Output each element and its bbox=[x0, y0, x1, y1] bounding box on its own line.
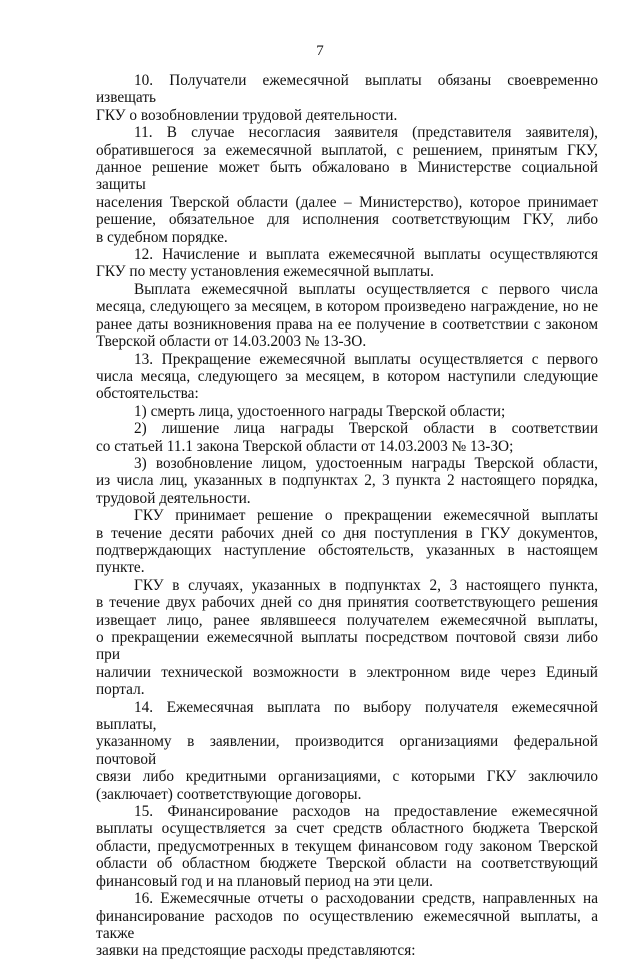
paragraph-line: области, предусмотренных в текущем финансовом году законом Тверской bbox=[96, 837, 598, 855]
paragraph-line: Выплата ежемесячной выплаты осуществляется с первого числа bbox=[134, 280, 598, 298]
paragraph bbox=[96, 507, 598, 577]
paragraph-line: со статьей 11.1 закона Тверской области от 14.03.2003 № 13-ЗО; bbox=[96, 437, 514, 455]
paragraph bbox=[96, 351, 598, 403]
paragraph-line: 11. В случае несогласия заявителя (представителя заявителя), bbox=[134, 124, 598, 142]
paragraph-line: о прекращении ежемесячной выплаты посредством почтовой связи либо при bbox=[96, 629, 598, 664]
paragraph bbox=[96, 420, 598, 455]
paragraph-line: области об областном бюджете Тверской области на соответствующий bbox=[96, 855, 598, 873]
paragraph-line: 3) возобновление лицом, удостоенным награды Тверской области, bbox=[134, 454, 598, 472]
paragraph-line: пункте. bbox=[96, 559, 145, 577]
paragraph-line: в судебном порядке. bbox=[96, 228, 228, 246]
paragraph bbox=[96, 124, 598, 246]
paragraph bbox=[96, 403, 598, 420]
paragraph-line: ГКУ в случаях, указанных в подпунктах 2, 3 настоящего пункта, bbox=[134, 576, 598, 594]
paragraph-line: числа месяца, следующего за месяцем, в котором наступили следующие bbox=[96, 367, 598, 385]
paragraph-line: 10. Получатели ежемесячной выплаты обязаны своевременно извещать bbox=[96, 72, 598, 107]
paragraph-line: из числа лиц, указанных в подпунктах 2, 3 пункта 2 настоящего порядка, bbox=[96, 472, 598, 490]
paragraph-line: в течение десяти рабочих дней со дня поступления в ГКУ документов, bbox=[96, 524, 598, 542]
paragraph-line: данное решение может быть обжаловано в Министерстве социальной защиты bbox=[96, 159, 598, 194]
page-number: 7 bbox=[316, 43, 324, 59]
paragraph-line: финансирование расходов по осуществлению ежемесячной выплаты, а также bbox=[96, 907, 598, 942]
paragraph-line: 14. Ежемесячная выплата по выбору получателя ежемесячной выплаты, bbox=[96, 698, 598, 734]
paragraph-line: решение, обязательное для исполнения соответствующим ГКУ, либо bbox=[96, 211, 598, 229]
paragraph bbox=[96, 577, 598, 699]
paragraph-line: 16. Ежемесячные отчеты о расходовании средств, направленных на bbox=[134, 890, 598, 908]
paragraph bbox=[96, 890, 598, 960]
paragraph-line: финансовый год и на плановый период на эти цели. bbox=[96, 872, 433, 890]
paragraph-line: наличии технической возможности в электронном виде через Единый портал. bbox=[96, 663, 598, 699]
paragraph-line: подтверждающих наступление обстоятельств, указанных в настоящем bbox=[96, 541, 598, 559]
paragraph-line: 13. Прекращение ежемесячной выплаты осуществляется с первого bbox=[134, 350, 598, 368]
paragraph-line: трудовой деятельности. bbox=[96, 489, 251, 507]
paragraph-line: указанному в заявлении, производится организациями федеральной почтовой bbox=[96, 733, 598, 768]
paragraph-line: выплаты осуществляется за счет средств областного бюджета Тверской bbox=[96, 820, 598, 838]
paragraph-line: в течение двух рабочих дней со дня принятия соответствующего решения bbox=[96, 594, 598, 612]
paragraph-line: 12. Начисление и выплата ежемесячной выплаты осуществляются bbox=[134, 246, 598, 264]
paragraph-line: заявки на предстоящие расходы представляются: bbox=[96, 942, 416, 960]
paragraph-line: 15. Финансирование расходов на предоставление ежемесячной bbox=[134, 803, 598, 821]
paragraph-line: обратившегося за ежемесячной выплатой, с решением, принятым ГКУ, bbox=[96, 141, 598, 159]
paragraph bbox=[96, 455, 598, 507]
paragraph-line: 2) лишение лица награды Тверской области в соответствии bbox=[134, 420, 598, 438]
paragraph bbox=[96, 246, 598, 281]
paragraph-line: Тверской области от 14.03.2003 № 13-ЗО. bbox=[96, 333, 367, 351]
paragraph-line: ГКУ о возобновлении трудовой деятельности. bbox=[96, 106, 398, 124]
paragraph-line: (заключает) соответствующие договоры. bbox=[96, 785, 362, 803]
paragraph-line: ГКУ по месту установления ежемесячной выплаты. bbox=[96, 263, 434, 281]
paragraph bbox=[96, 803, 598, 890]
paragraph-line: ранее даты возникновения права на ее получение в соответствии с законом bbox=[96, 315, 598, 333]
paragraph-line: месяца, следующего за месяцем, в котором произведено награждение, но не bbox=[96, 298, 598, 316]
paragraph-line: связи либо кредитными организациями, с которыми ГКУ заключило bbox=[96, 768, 598, 786]
document-body bbox=[96, 72, 598, 960]
paragraph-line: населения Тверской области (далее – Министерство), которое принимает bbox=[96, 193, 598, 211]
paragraph-line: ГКУ принимает решение о прекращении ежемесячной выплаты bbox=[134, 507, 598, 525]
paragraph-line: обстоятельства: bbox=[96, 385, 199, 403]
paragraph bbox=[96, 281, 598, 351]
paragraph-line: 1) смерть лица, удостоенного награды Тверской области; bbox=[134, 402, 506, 420]
paragraph bbox=[96, 699, 598, 803]
paragraph-line: извещает лицо, ранее являвшееся получателем ежемесячной выплаты, bbox=[96, 611, 598, 629]
paragraph bbox=[96, 72, 598, 124]
